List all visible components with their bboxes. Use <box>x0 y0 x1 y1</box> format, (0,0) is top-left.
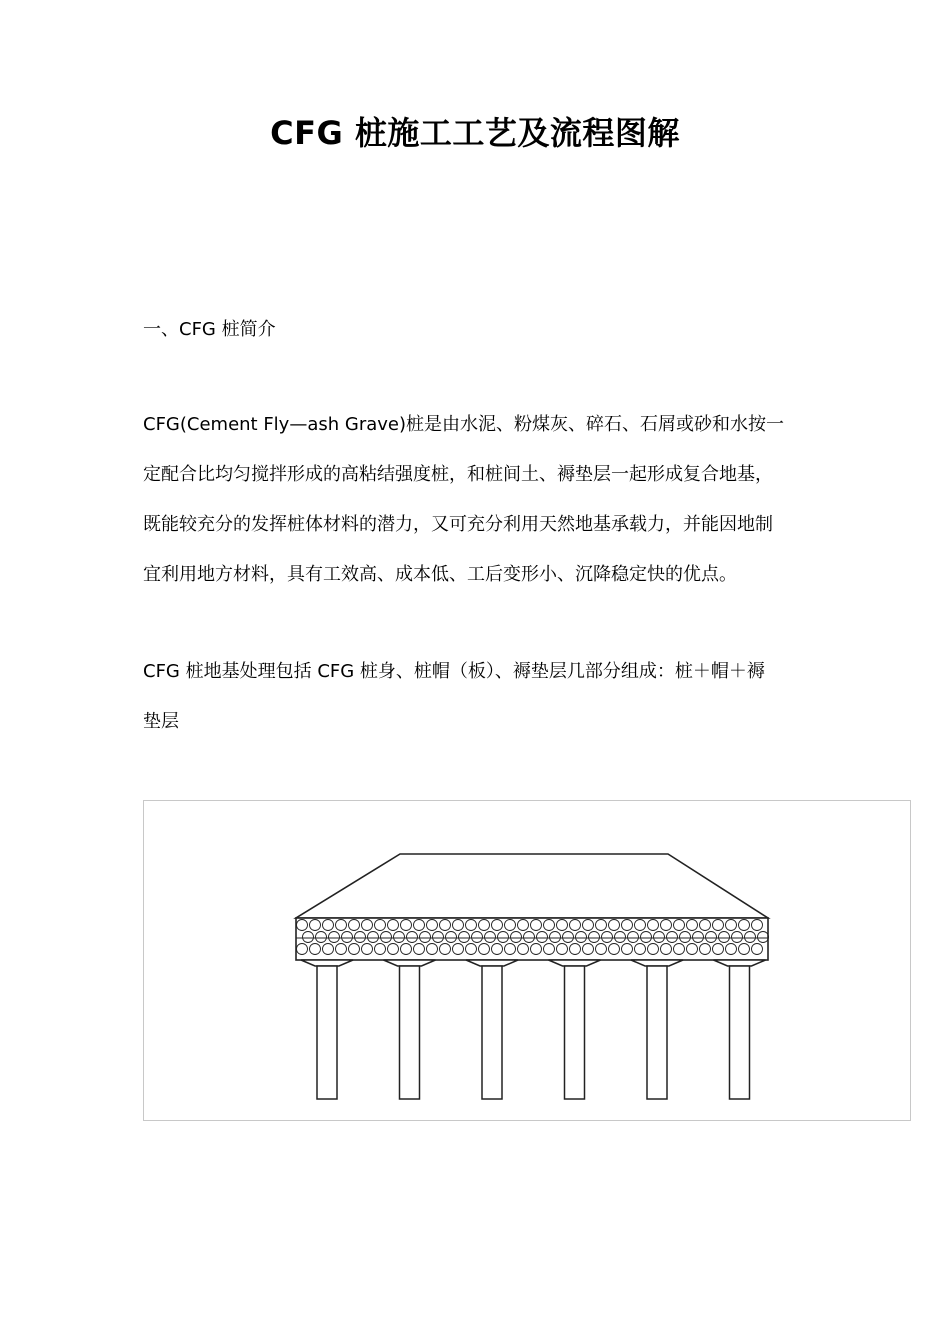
pile-body <box>565 966 585 1099</box>
pile-body <box>317 966 337 1099</box>
pile-body <box>400 966 420 1099</box>
pile-body <box>482 966 502 1099</box>
pile-cap <box>384 960 436 966</box>
paragraph-line: 既能较充分的发挥桩体材料的潜力，又可充分利用天然地基承载力，并能因地制 <box>143 514 773 535</box>
pile-cap <box>549 960 601 966</box>
paragraph-line: 宜利用地方材料，具有工效高、成本低、工后变形小、沉降稳定快的优点。 <box>143 564 737 585</box>
pile-cap <box>714 960 766 966</box>
section-heading: 一、CFG 桩简介 <box>143 319 276 340</box>
intro-paragraph <box>143 400 811 600</box>
page-title: CFG 桩施工工艺及流程图解 <box>270 114 680 152</box>
embankment-fill <box>296 854 768 918</box>
pile-cap <box>466 960 518 966</box>
paragraph-line: 垫层 <box>143 711 179 732</box>
pile-body <box>647 966 667 1099</box>
pile-body <box>730 966 750 1099</box>
paragraph-line: CFG 桩地基处理包括 CFG 桩身、桩帽（板）、褥垫层几部分组成：桩＋帽＋褥 <box>143 661 765 682</box>
composition-paragraph <box>143 647 811 747</box>
cfg-pile-diagram <box>144 801 910 1120</box>
pile-cap <box>631 960 683 966</box>
paragraph-line: CFG(Cement Fly—ash Grave)桩是由水泥、粉煤灰、碎石、石屑或砂和水按一 <box>143 414 785 435</box>
cfg-pile-figure <box>143 800 911 1121</box>
paragraph-line: 定配合比均匀搅拌形成的高粘结强度桩，和桩间土、褥垫层一起形成复合地基， <box>143 464 773 485</box>
pile-group <box>301 960 766 1099</box>
pile-cap <box>301 960 353 966</box>
